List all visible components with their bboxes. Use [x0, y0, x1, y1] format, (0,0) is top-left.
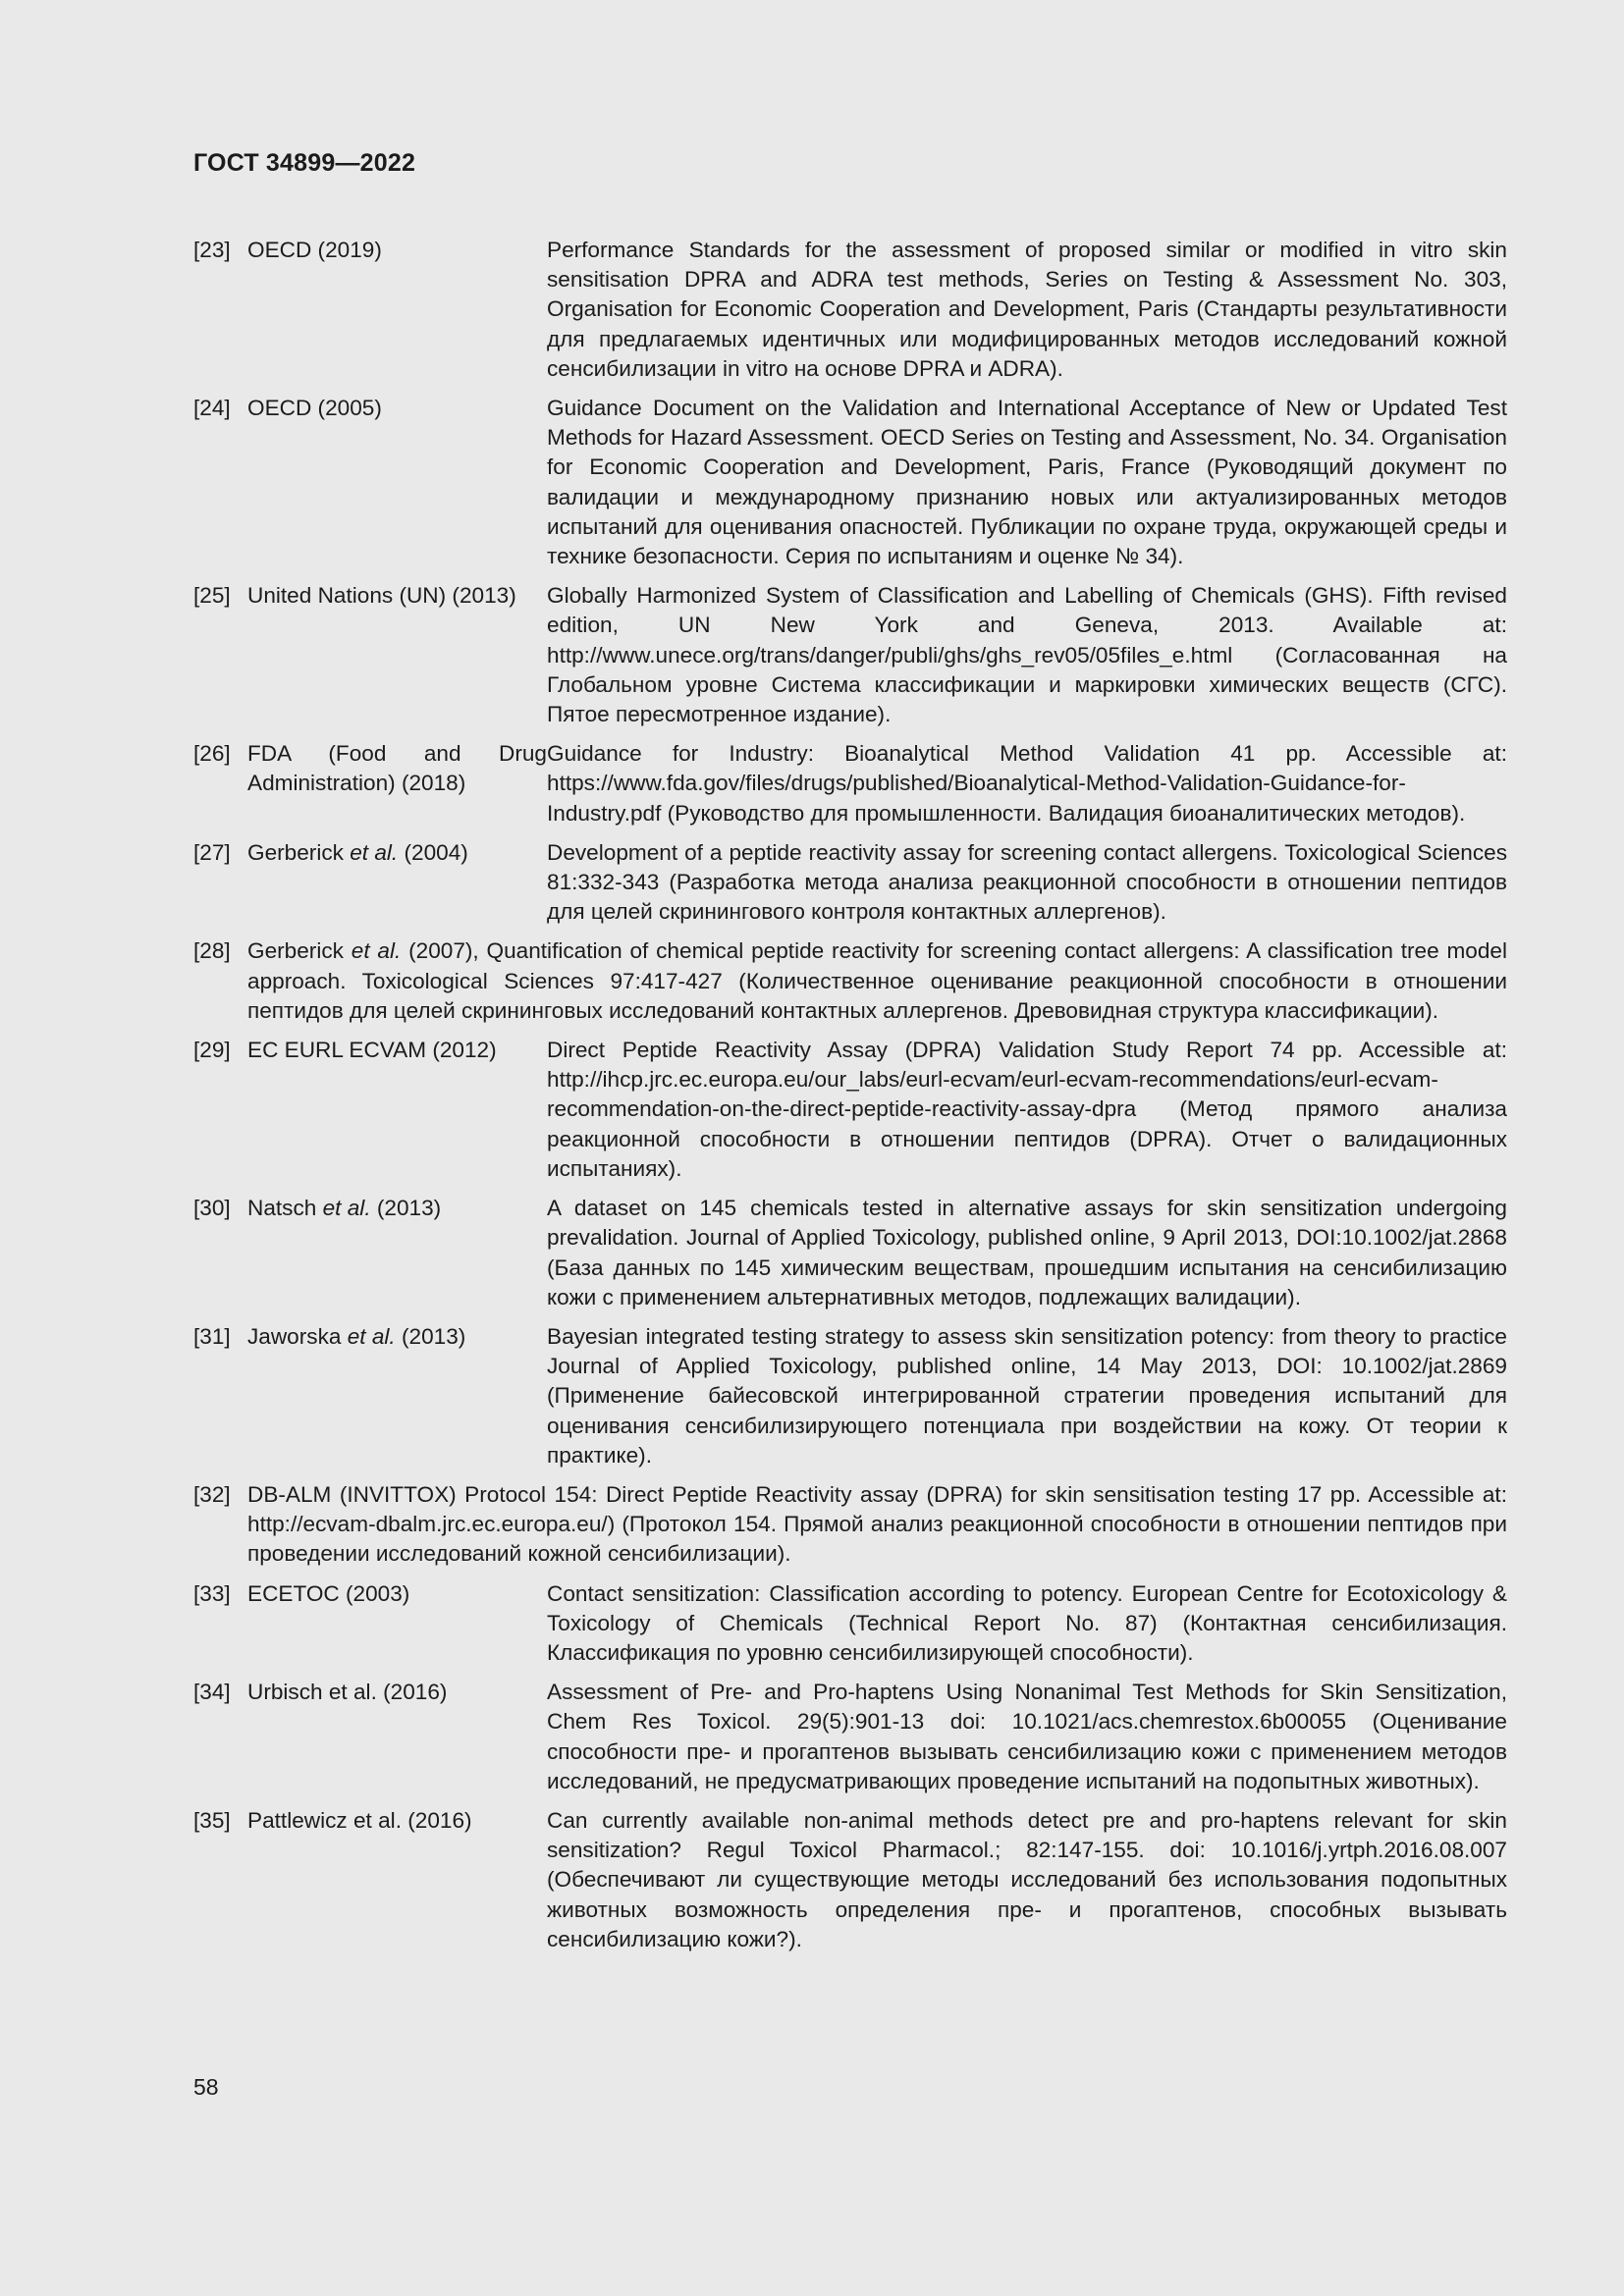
reference-source: Pattlewicz et al. (2016)	[247, 1807, 472, 1833]
reference-entry	[193, 739, 1507, 828]
reference-number: [24]	[193, 396, 231, 421]
reference-source: ECETOC (2003)	[247, 1580, 410, 1606]
reference-source-author: Gerberick	[247, 839, 351, 865]
reference-source: FDA (Food and Drug Administration) (2018)	[247, 741, 547, 796]
reference-text: Can currently available non-animal methods detect pre and pro-haptens relevant for skin sensitization? Regul Toxicol Pharmacol.; 82:147-155. doi: 10.1016/j.yrtph.2016.08.007 (Обеспечивают ли существующие методы исследований без использования подопытных животных возможность определения пре- и прогаптенов, способных вызывать сенсибилизацию кожи?).	[547, 1807, 1507, 1951]
document-code-header: ГОСТ 34899—2022	[193, 149, 416, 177]
reference-text: DB-ALM (INVITTOX) Protocol 154: Direct Peptide Reactivity assay (DPRA) for skin sensitisation testing 17 pp. Accessible at: http://ecvam-dbalm.jrc.ec.europa.eu/) (Протокол 154. Прямой анализ реакционной способности в отношении пептидов при проведении исследований кожной сенсибилизации).	[247, 1481, 1507, 1567]
reference-text: A dataset on 145 chemicals tested in alternative assays for skin sensitization undergoing prevalidation. Journal of Applied Toxicology, published online, 9 April 2013, DOI:10.1002/jat.2868 (База данных по 145 химическим веществам, прошедшим испытания на сенсибилизацию кожи с применением альтернативных методов, подлежащих валидации).	[547, 1196, 1507, 1309]
reference-entry	[193, 1322, 1507, 1470]
reference-number: [23]	[193, 238, 231, 262]
reference-text: Contact sensitization: Classification according to potency. European Centre for Ecotoxicology & Toxicology of Chemicals (Technical Report No. 87) (Контактная сенсибилизация. Классификация по уровню сенсибилизирующей способности).	[547, 1580, 1507, 1665]
reference-number: [34]	[193, 1680, 231, 1705]
reference-source-etal: et al.	[350, 839, 399, 865]
reference-entry	[193, 936, 1507, 1026]
reference-source-etal: et al.	[347, 1323, 396, 1349]
reference-source: EC EURL ECVAM (2012)	[247, 1038, 497, 1063]
reference-number: [28]	[193, 938, 231, 964]
reference-source: United Nations (UN) (2013)	[247, 583, 516, 609]
reference-text: Guidance for Industry: Bioanalytical Method Validation 41 pp. Accessible at: https://www.fda.gov/files/drugs/published/Bioanalytical-Method-Validation-Guidance-for-Industry.pdf (Руководство для промышленности. Валидация биоаналитических методов).	[547, 741, 1507, 826]
reference-source	[247, 1194, 547, 1312]
reference-source-author: Gerberick	[247, 938, 352, 964]
reference-source-year: (2013)	[395, 1323, 466, 1349]
reference-entry	[193, 1806, 1507, 1954]
reference-number: [27]	[193, 839, 231, 865]
reference-source-author: Natsch	[247, 1196, 323, 1221]
reference-number: [25]	[193, 583, 231, 609]
reference-source: OECD (2005)	[247, 396, 382, 421]
reference-number: [32]	[193, 1481, 231, 1507]
reference-source: Urbisch et al. (2016)	[247, 1680, 448, 1705]
reference-number: [26]	[193, 741, 231, 767]
reference-entry	[193, 1678, 1507, 1796]
page-number: 58	[193, 2074, 219, 2100]
reference-entry	[193, 838, 1507, 928]
reference-text	[247, 936, 1507, 1026]
reference-text: Guidance Document on the Validation and International Acceptance of New or Updated Test Methods for Hazard Assessment. OECD Series on Testing and Assessment, No. 34. Organisation for Economic Cooperation and Development, Paris, France (Руководящий документ по валидации и международному признанию новых или актуализированных методов испытаний для оценивания опасностей. Публикации по охране труда, окружающей среды и технике безопасности. Серия по испытаниям и оценке № 34).	[547, 396, 1507, 569]
reference-entry	[193, 581, 1507, 729]
reference-text: Globally Harmonized System of Classification and Labelling of Chemicals (GHS). Fifth revised edition, UN New York and Geneva, 2013. Available at: http://www.unece.org/trans/danger/publi/ghs/ghs_rev05/05files_e.html (Согласованная на Глобальном уровне Система классификации и маркировки химических веществ (СГС). Пятое пересмотренное издание).	[547, 583, 1507, 727]
reference-number: [31]	[193, 1323, 231, 1349]
reference-source-author: Jaworska	[247, 1323, 348, 1349]
reference-number: [29]	[193, 1038, 231, 1063]
reference-source	[247, 838, 547, 928]
reference-text: Bayesian integrated testing strategy to assess skin sensitization potency: from theory to practice Journal of Applied Toxicology, published online, 14 May 2013, DOI: 10.1002/jat.2869 (Применение байесовской интегрированной стратегии проведения испытаний для оценивания сенсибилизирующего потенциала при воздействии на кожу. От теории к практике).	[547, 1323, 1507, 1468]
reference-entry	[193, 1194, 1507, 1312]
reference-source: OECD (2019)	[247, 238, 382, 262]
reference-text: Development of a peptide reactivity assay for screening contact allergens. Toxicological Sciences 81:332-343 (Разработка метода анализа реакционной способности в отношении пептидов для целей скринингового контроля контактных аллергенов).	[547, 839, 1507, 925]
bibliography-list	[193, 236, 1507, 1964]
reference-source-etal: et al.	[351, 938, 402, 964]
reference-text: Performance Standards for the assessment of proposed similar or modified in vitro skin sensitisation DPRA and ADRA test methods, Series on Testing & Assessment No. 303, Organisation for Economic Cooperation and Development, Paris (Стандарты результативности для предлагаемых идентичных или модифицированных методов исследований кожной сенсибилизации in vitro на основе DPRA и ADRA).	[547, 238, 1507, 381]
reference-entry	[193, 1036, 1507, 1184]
reference-entry	[193, 394, 1507, 571]
reference-entry	[193, 1480, 1507, 1570]
reference-number: [33]	[193, 1580, 231, 1606]
reference-source	[247, 1322, 547, 1470]
reference-text-body: (2007), Quantification of chemical peptide reactivity for screening contact allergens: A classification tree model approach. Toxicological Sciences 97:417-427 (Количественное оценивание реакционной способности в отношении пептидов для целей скрининговых исследований контактных аллергенов. Древовидная структура классификации).	[247, 938, 1507, 1023]
reference-source-year: (2013)	[370, 1196, 442, 1221]
reference-entry	[193, 236, 1507, 384]
reference-number: [30]	[193, 1196, 231, 1221]
reference-text: Direct Peptide Reactivity Assay (DPRA) Validation Study Report 74 pp. Accessible at: http://ihcp.jrc.ec.europa.eu/our_labs/eurl-ecvam/eurl-ecvam-recommendations/eurl-ecvam-recommendation-on-the-direct-peptide-reactivity-assay-dpra (Метод прямого анализа реакционной способности в отношении пептидов (DPRA). Отчет о валидационных испытаниях).	[547, 1038, 1507, 1181]
reference-source-etal: et al.	[322, 1196, 371, 1221]
reference-text: Assessment of Pre- and Pro-haptens Using Nonanimal Test Methods for Skin Sensitization, Chem Res Toxicol. 29(5):901-13 doi: 10.1021/acs.chemrestox.6b00055 (Оценивание способности пре- и прогаптенов вызывать сенсибилизацию кожи с применением методов исследований, не предусматривающих проведение испытаний на подопытных животных).	[547, 1680, 1507, 1793]
reference-entry	[193, 1579, 1507, 1669]
reference-number: [35]	[193, 1807, 231, 1833]
reference-source-year: (2004)	[398, 839, 468, 865]
